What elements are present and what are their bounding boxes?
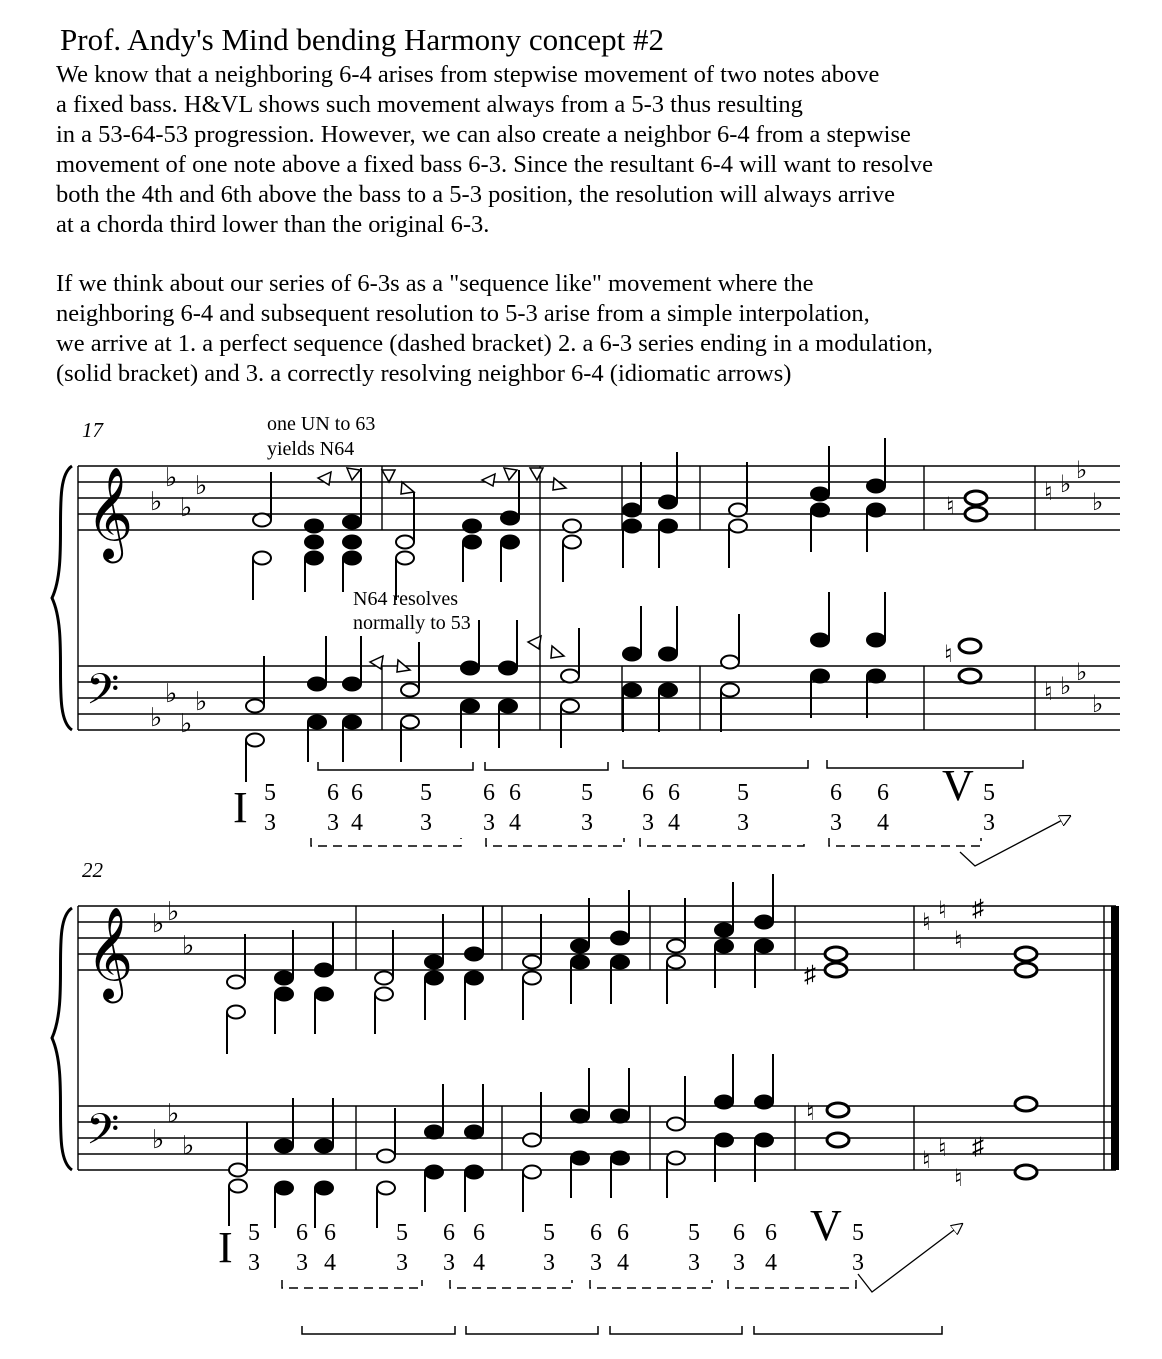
paragraph-line: both the 4th and 6th above the bass to a 5-3 position, the resolution will always arrive <box>56 181 895 208</box>
flat-icon: ♭ <box>165 679 178 708</box>
flat-icon: ♭ <box>182 931 195 960</box>
note <box>343 716 361 729</box>
figure: 6 <box>324 1220 336 1246</box>
note <box>375 988 393 1001</box>
figure: 3 <box>296 1250 308 1276</box>
figure: 3 <box>543 1250 555 1276</box>
natural-icon: ♮ <box>922 910 931 936</box>
note <box>755 1096 773 1109</box>
paragraph-line: We know that a neighboring 6-4 arises from stepwise movement of two notes above <box>56 61 880 88</box>
note <box>623 684 641 697</box>
note <box>755 940 773 953</box>
measure-number: 17 <box>82 418 103 442</box>
note <box>523 956 541 969</box>
note <box>246 700 264 713</box>
figure: 3 <box>852 1250 864 1276</box>
note <box>227 1006 245 1019</box>
note <box>305 520 323 533</box>
bass-staff <box>78 1106 1116 1170</box>
flat-icon: ♭ <box>1076 660 1088 686</box>
flat-icon: ♭ <box>165 463 178 492</box>
note <box>501 512 519 525</box>
note <box>571 940 589 953</box>
note <box>275 972 293 985</box>
note <box>715 1096 733 1109</box>
barlines <box>78 906 1104 1170</box>
note <box>827 1103 849 1117</box>
paragraph-line: If we think about our series of 6-3s as a "sequence like" movement where the <box>56 270 814 297</box>
figure: 6 <box>642 780 654 806</box>
flat-icon: ♭ <box>1060 674 1072 700</box>
system-2 <box>52 858 1119 1334</box>
figure: 4 <box>473 1250 485 1276</box>
note <box>275 988 293 1001</box>
note <box>623 520 641 533</box>
note <box>463 520 481 533</box>
figure: 5 <box>420 780 432 806</box>
natural-icon: ♮ <box>944 642 953 668</box>
figure: 3 <box>642 810 654 836</box>
note <box>463 536 481 549</box>
figured-bass <box>233 761 995 836</box>
note <box>667 940 685 953</box>
note <box>1015 1097 1037 1111</box>
figure: 4 <box>509 810 521 836</box>
note <box>825 947 847 961</box>
figure: 3 <box>983 810 995 836</box>
note <box>461 700 479 713</box>
note <box>561 700 579 713</box>
note <box>867 634 885 647</box>
note <box>755 916 773 929</box>
flat-icon: ♭ <box>182 1131 195 1160</box>
grand-staff-brace <box>52 466 72 730</box>
figure: 6 <box>327 780 339 806</box>
note <box>611 1152 629 1165</box>
note <box>825 963 847 977</box>
note <box>375 972 393 985</box>
note <box>715 924 733 937</box>
note <box>396 552 414 565</box>
note <box>275 1182 293 1195</box>
note <box>611 956 629 969</box>
figure: 3 <box>737 810 749 836</box>
note <box>667 1152 685 1165</box>
roman-numeral: I <box>233 783 248 832</box>
flat-icon: ♭ <box>195 471 208 500</box>
resolution-arrow <box>960 816 1070 866</box>
note <box>465 948 483 961</box>
note <box>811 488 829 501</box>
note <box>561 670 579 683</box>
note <box>465 1166 483 1179</box>
note <box>305 552 323 565</box>
roman-numeral: V <box>942 761 974 810</box>
figure: 5 <box>248 1220 260 1246</box>
note <box>523 1134 541 1147</box>
note <box>1015 947 1037 961</box>
figure: 4 <box>324 1250 336 1276</box>
note <box>343 552 361 565</box>
note <box>959 639 981 653</box>
note <box>461 662 479 675</box>
note <box>523 1166 541 1179</box>
note <box>715 940 733 953</box>
figure: 4 <box>617 1250 629 1276</box>
note <box>623 504 641 517</box>
modulation-brackets <box>318 760 1023 770</box>
note <box>721 656 739 669</box>
note <box>401 684 419 697</box>
note <box>465 1126 483 1139</box>
note <box>867 670 885 683</box>
figure: 6 <box>830 780 842 806</box>
figure: 3 <box>830 810 842 836</box>
note <box>811 504 829 517</box>
note <box>308 678 326 691</box>
paragraph-line: in a 53-64-53 progression. However, we can also create a neighbor 6-4 from a stepwise <box>56 121 911 148</box>
treble-notes <box>227 874 1037 1054</box>
note <box>755 1134 773 1147</box>
bass-notes <box>229 1054 1037 1228</box>
note <box>959 669 981 683</box>
note <box>659 684 677 697</box>
figure: 4 <box>668 810 680 836</box>
note <box>229 1180 247 1193</box>
note <box>611 932 629 945</box>
key-signature-bass <box>152 1099 194 1160</box>
flat-icon: ♭ <box>1060 472 1072 498</box>
figure: 5 <box>737 780 749 806</box>
measure-number: 22 <box>82 858 103 882</box>
figure: 6 <box>443 1220 455 1246</box>
flat-icon: ♭ <box>152 1125 165 1154</box>
figure: 3 <box>327 810 339 836</box>
figure: 5 <box>688 1220 700 1246</box>
annotation-label: one UN to 63 <box>267 413 376 435</box>
note <box>563 536 581 549</box>
figure: 6 <box>296 1220 308 1246</box>
sharp-icon: ♯ <box>972 1134 984 1160</box>
note <box>501 536 519 549</box>
note <box>1015 963 1037 977</box>
figure: 3 <box>688 1250 700 1276</box>
note <box>305 536 323 549</box>
figure: 6 <box>590 1220 602 1246</box>
note <box>867 504 885 517</box>
figure: 3 <box>581 810 593 836</box>
key-signature-treble <box>150 463 207 522</box>
figure: 5 <box>396 1220 408 1246</box>
natural-icon: ♮ <box>806 1100 815 1126</box>
figure: 3 <box>264 810 276 836</box>
note <box>227 976 245 989</box>
paragraph-line: movement of one note above a fixed bass 6-3. Since the resultant 6-4 will want to resolve <box>56 151 933 178</box>
natural-icon: ♮ <box>938 1136 947 1162</box>
sequence-brackets <box>282 1280 856 1288</box>
note <box>377 1150 395 1163</box>
grand-staff-brace <box>52 908 72 1170</box>
note <box>315 1140 333 1153</box>
page-title: Prof. Andy's Mind bending Harmony concept #2 <box>60 22 664 57</box>
treble-clef-icon: 𝄞 <box>86 910 134 998</box>
figure: 6 <box>509 780 521 806</box>
figure: 6 <box>877 780 889 806</box>
note <box>571 956 589 969</box>
figure: 5 <box>264 780 276 806</box>
bass-clef-icon: 𝄢 <box>86 667 120 724</box>
flat-icon: ♭ <box>195 687 208 716</box>
barlines <box>78 466 1035 730</box>
note <box>396 536 414 549</box>
annotation-label: N64 resolves <box>353 588 458 610</box>
note <box>401 716 419 729</box>
note <box>811 634 829 647</box>
note <box>729 520 747 533</box>
paragraph-line: neighboring 6-4 and subsequent resolution to 5-3 arise from a simple interpolation, <box>56 300 870 327</box>
natural-icon: ♮ <box>946 494 955 520</box>
note <box>715 1134 733 1147</box>
flat-icon: ♭ <box>1092 692 1104 718</box>
flat-icon: ♭ <box>180 709 193 738</box>
note <box>667 1118 685 1131</box>
note <box>623 648 641 661</box>
note <box>729 504 747 517</box>
note <box>425 972 443 985</box>
roman-numeral: V <box>810 1201 842 1250</box>
note <box>499 700 517 713</box>
note <box>343 516 361 529</box>
figure: 6 <box>668 780 680 806</box>
flat-icon: ♭ <box>1076 458 1088 484</box>
figure: 5 <box>983 780 995 806</box>
natural-icon: ♮ <box>954 1166 963 1192</box>
roman-numeral: I <box>218 1223 233 1272</box>
figure: 5 <box>581 780 593 806</box>
final-barline <box>1111 906 1119 1170</box>
figure: 3 <box>733 1250 745 1276</box>
note <box>667 956 685 969</box>
figure: 6 <box>765 1220 777 1246</box>
note <box>965 491 987 505</box>
annotation-label: normally to 53 <box>353 612 471 634</box>
flat-icon: ♭ <box>150 487 163 516</box>
note <box>425 1126 443 1139</box>
note <box>499 662 517 675</box>
system-1 <box>52 413 1120 866</box>
figure: 6 <box>483 780 495 806</box>
note <box>425 956 443 969</box>
note <box>246 734 264 747</box>
flat-icon: ♭ <box>167 1099 180 1128</box>
figure: 6 <box>351 780 363 806</box>
note <box>465 972 483 985</box>
note <box>253 514 271 527</box>
note <box>659 520 677 533</box>
figure: 4 <box>351 810 363 836</box>
figure: 3 <box>590 1250 602 1276</box>
paragraph-line: we arrive at 1. a perfect sequence (dashed bracket) 2. a 6-3 series ending in a modulation, <box>56 330 933 357</box>
natural-icon: ♮ <box>938 898 947 924</box>
note <box>425 1166 443 1179</box>
paragraph-line: at a chorda third lower than the original 6-3. <box>56 211 490 238</box>
natural-icon: ♮ <box>1044 680 1053 706</box>
note <box>965 507 987 521</box>
note <box>275 1140 293 1153</box>
note <box>523 972 541 985</box>
note <box>659 648 677 661</box>
figure: 6 <box>617 1220 629 1246</box>
sharp-icon: ♯ <box>972 896 984 922</box>
figure: 3 <box>420 810 432 836</box>
note <box>563 520 581 533</box>
natural-icon: ♮ <box>954 928 963 954</box>
treble-notes <box>253 438 987 600</box>
note <box>659 496 677 509</box>
note <box>377 1182 395 1195</box>
note <box>315 964 333 977</box>
natural-icon: ♮ <box>922 1148 931 1174</box>
note <box>867 480 885 493</box>
flat-icon: ♭ <box>167 897 180 926</box>
figure: 4 <box>765 1250 777 1276</box>
figure: 3 <box>248 1250 260 1276</box>
note <box>315 1182 333 1195</box>
figure: 6 <box>733 1220 745 1246</box>
figure: 3 <box>396 1250 408 1276</box>
figure: 5 <box>543 1220 555 1246</box>
note <box>571 1110 589 1123</box>
sharp-icon: ♯ <box>804 962 816 988</box>
paragraph-line: a fixed bass. H&VL shows such movement always from a 5-3 thus resulting <box>56 91 803 118</box>
sequence-brackets <box>311 838 981 846</box>
note <box>721 684 739 697</box>
flat-icon: ♭ <box>150 703 163 732</box>
note <box>611 1110 629 1123</box>
note <box>315 988 333 1001</box>
treble-clef-icon: 𝄞 <box>86 470 134 558</box>
flat-icon: ♭ <box>152 909 165 938</box>
figure: 5 <box>852 1220 864 1246</box>
key-signature-bass <box>150 679 207 738</box>
modulation-brackets <box>302 1326 942 1334</box>
note <box>571 1152 589 1165</box>
figure: 4 <box>877 810 889 836</box>
note <box>1015 1165 1037 1179</box>
resolution-arrow <box>858 1224 962 1292</box>
note <box>229 1164 247 1177</box>
note <box>827 1133 849 1147</box>
note <box>343 678 361 691</box>
note <box>343 536 361 549</box>
note <box>308 716 326 729</box>
figure: 3 <box>483 810 495 836</box>
note <box>253 552 271 565</box>
annotation-label: yields N64 <box>267 438 355 460</box>
natural-icon: ♮ <box>1044 480 1053 506</box>
note <box>811 670 829 683</box>
flat-icon: ♭ <box>1092 490 1104 516</box>
flat-icon: ♭ <box>180 493 193 522</box>
paragraph-line: (solid bracket) and 3. a correctly resolving neighbor 6-4 (idiomatic arrows) <box>56 360 792 387</box>
figure: 3 <box>443 1250 455 1276</box>
figure: 6 <box>473 1220 485 1246</box>
key-change <box>804 896 984 1192</box>
bass-clef-icon: 𝄢 <box>86 1107 120 1164</box>
